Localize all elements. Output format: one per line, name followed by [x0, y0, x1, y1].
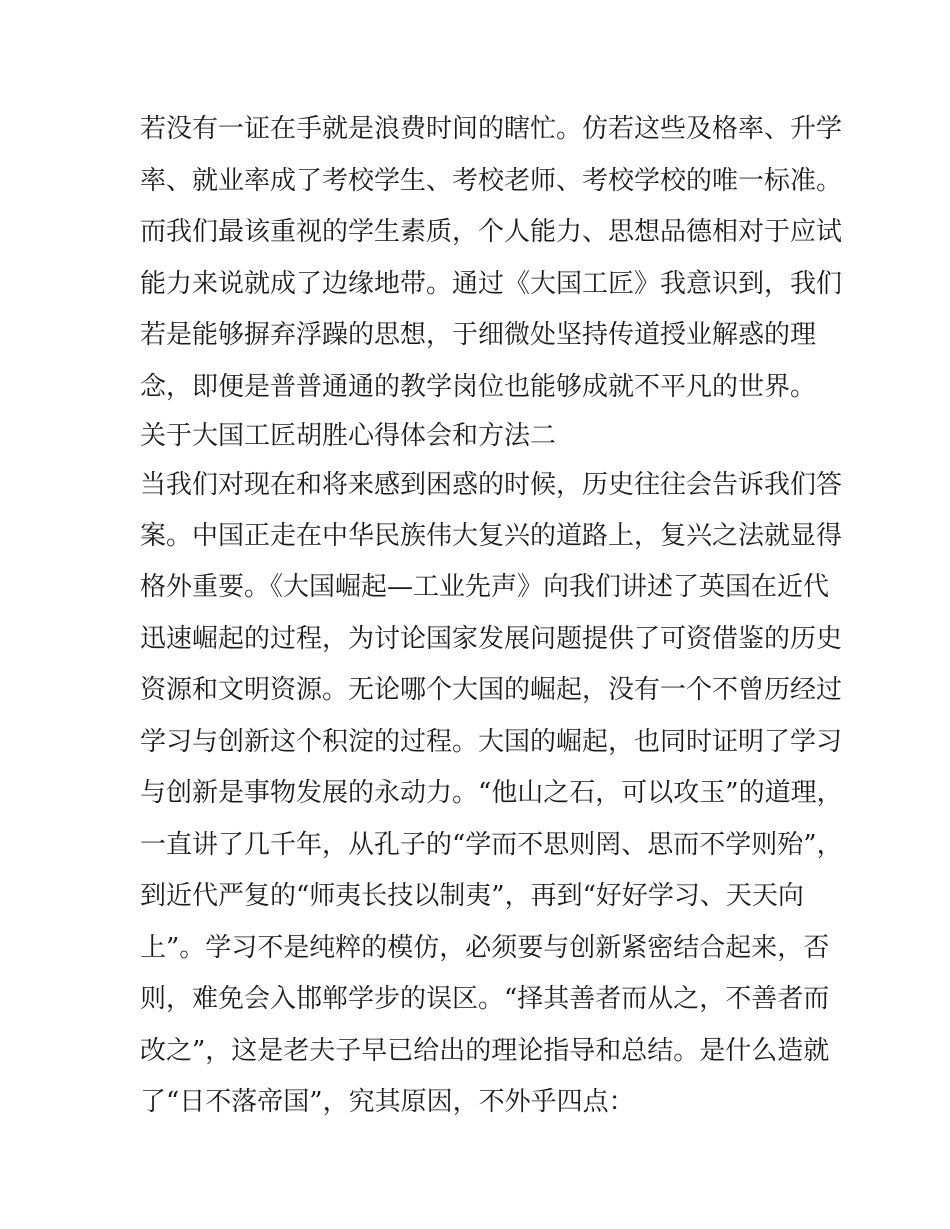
text-line-16: 到近代严复的“师夷长技以制夷”，再到“好好学习、天天向 — [140, 881, 804, 911]
text-line-4: 能力来说就成了边缘地带。通过《大国工匠》我意识到，我们 — [140, 269, 843, 299]
text-line-2: 率、就业率成了考校学生、考校老师、考校学校的唯一标准。 — [140, 166, 843, 196]
text-line-18: 则，难免会入邯郸学步的误区。“择其善者而从之，不善者而 — [140, 984, 830, 1014]
text-line-8: 当我们对现在和将来感到困惑的时候，历史往往会告诉我们答 — [140, 470, 843, 500]
text-line-3: 而我们最该重视的学生素质，个人能力、思想品德相对于应试 — [140, 217, 843, 247]
text-line-17: 上”。学习不是纯粹的模仿，必须要与创新紧密结合起来，否 — [140, 933, 830, 963]
text-line-12: 资源和文明资源。无论哪个大国的崛起，没有一个不曾历经过 — [140, 675, 843, 705]
text-line-10: 格外重要。《大国崛起—工业先声》向我们讲述了英国在近代 — [140, 572, 830, 602]
section-heading: 关于大国工匠胡胜心得体会和方法二 — [140, 421, 557, 451]
text-line-6: 念，即便是普普通通的教学岗位也能够成就不平凡的世界。 — [140, 372, 817, 402]
text-line-15: 一直讲了几千年，从孔子的“学而不思则罔、思而不学则殆”， — [140, 830, 843, 860]
text-line-9: 案。中国正走在中华民族伟大复兴的道路上，复兴之法就显得 — [140, 521, 843, 551]
text-line-11: 迅速崛起的过程，为讨论国家发展问题提供了可资借鉴的历史 — [140, 624, 843, 654]
text-line-13: 学习与创新这个积淀的过程。大国的崛起，也同时证明了学习 — [140, 727, 843, 757]
text-line-5: 若是能够摒弃浮躁的思想，于细微处坚持传道授业解惑的理 — [140, 320, 817, 350]
text-line-1: 若没有一证在手就是浪费时间的瞎忙。仿若这些及格率、升学 — [140, 114, 843, 144]
text-line-20: 了“日不落帝国”，究其原因，不外乎四点： — [140, 1087, 635, 1117]
text-line-19: 改之”，这是老夫子早已给出的理论指导和总结。是什么造就 — [140, 1036, 830, 1066]
text-line-14: 与创新是事物发展的永动力。“他山之石，可以攻玉”的道理， — [140, 778, 843, 808]
